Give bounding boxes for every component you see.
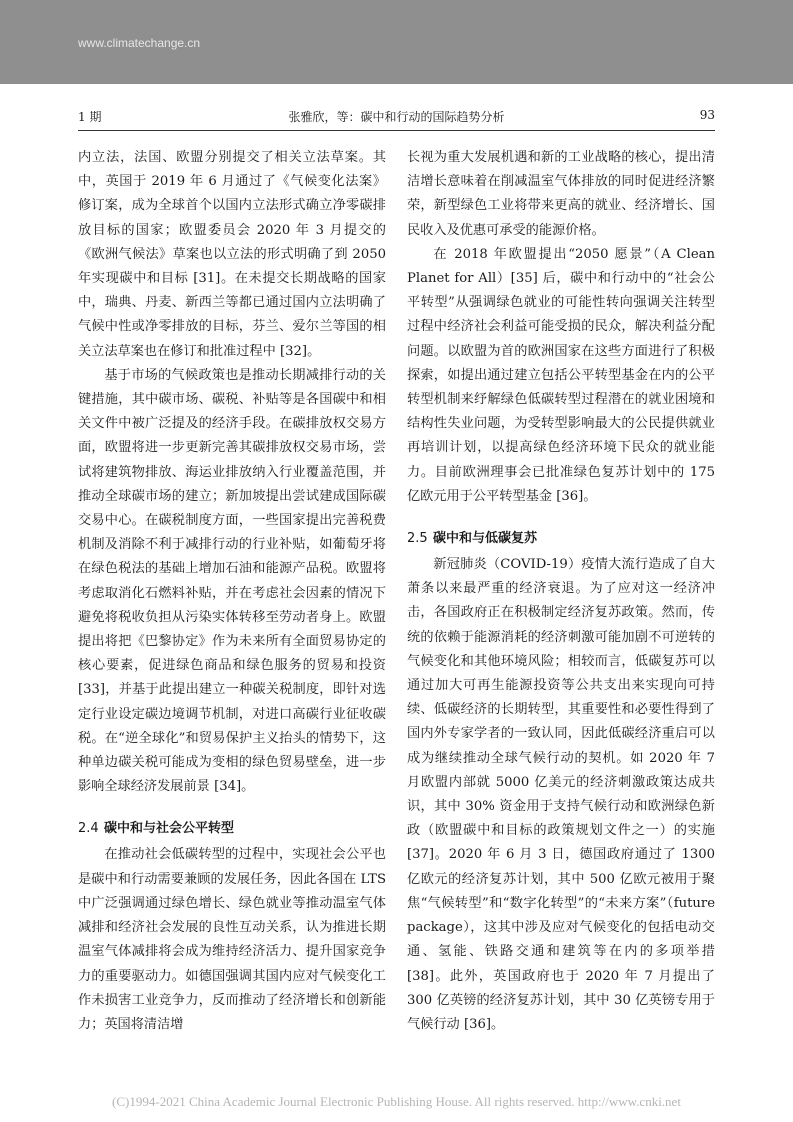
watermark-url: www.climatechange.cn: [78, 36, 201, 50]
issue-number: 1 期: [78, 110, 102, 124]
header-rule: [78, 130, 715, 131]
section-heading: [78, 817, 386, 841]
running-title: 张雅欣，等：碳中和行动的国际趋势分析: [288, 110, 505, 124]
copyright-footer: (C)1994-2021 China Academic Journal Electronic Publishing House. All rights reserved. http://www.cnki.net: [112, 1094, 681, 1109]
section-heading: [407, 527, 715, 551]
paragraph: 在推动社会低碳转型的过程中，实现社会公平也是碳中和行动需要兼顾的发展任务，因此各国在 LTS 中广泛强调通过绿色增长、绿色就业等推动温室气体减排和经济社会发展的良性互动关系，认为推进长期温室气体减排将会成为维持经济活力、提升国家竞争力的重要驱动力。如德国强调其国内应对气候变化工作未损害工业竞争力，反而推动了经济增长和创新能力；英国将清洁增: [78, 847, 386, 1032]
section-number: 2.5: [407, 531, 428, 547]
paragraph: 内立法，法国、欧盟分别提交了相关立法草案。其中，英国于 2019 年 6 月通过了《气候变化法案》修订案，成为全球首个以国内立法形式确立净零碳排放目标的国家；欧盟委员会 2020 年 3 月提交的《欧洲气候法》草案也以立法的形式明确了到 2050 年实现碳中和目标 [31]。在未提交长期战略的国家中，瑞典、丹麦、新西兰等都已通过国内立法明确了气候中性或净零排放的目标，芬兰、爱尔兰等国的相关立法草案也在修订和批准过程中 [32]。: [78, 150, 386, 359]
right-column: [407, 146, 715, 1037]
section-number: 2.4: [78, 821, 99, 837]
paragraph: 基于市场的气候政策也是推动长期减排行动的关键措施，其中碳市场、碳税、补贴等是各国碳中和相关文件中被广泛提及的经济手段。在碳排放权交易方面，欧盟将进一步更新完善其碳排放权交易市场，尝试将建筑物排放、海运业排放纳入行业覆盖范围，并推动全球碳市场的建立；新加坡提出尝试建成国际碳交易中心。在碳税制度方面，一些国家提出完善税费机制及消除不利于减排行动的行业补贴，如葡萄牙将在绿色税法的基础上增加石油和能源产品税。欧盟将考虑取消化石燃料补贴，并在考虑社会因素的情况下避免将税收负担从污染实体转移至劳动者身上。欧盟提出将把《巴黎协定》作为未来所有全面贸易协定的核心要素，促进绿色商品和绿色服务的贸易和投资 [33]，并基于此提出建立一种碳关税制度，即针对选定行业设定碳边境调节机制，对进口高碳行业征收碳税。在“逆全球化”和贸易保护主义抬头的情势下，这种单边碳关税可能成为变相的绿色贸易壁垒，进一步影响全球经济发展前景 [34]。: [78, 367, 386, 795]
running-header: [78, 108, 715, 128]
left-column: [78, 146, 386, 1037]
watermark-banner: [0, 0, 793, 84]
paragraph: 新冠肺炎（COVID-19）疫情大流行造成了自大萧条以来最严重的经济衰退。为了应对这一经济冲击，各国政府正在积极制定经济复苏政策。然而，传统的依赖于能源消耗的经济刺激可能加剧不可逆转的气候变化和其他环境风险；相较而言，低碳复苏可以通过加大可再生能源投资等公共支出来实现向可持续、低碳经济的长期转型，其重要性和必要性得到了国内外专家学者的一致认同，因此低碳经济重启可以成为继续推动全球气候行动的契机。如 2020 年 7 月欧盟内部就 5000 亿美元的经济刺激政策达成共识，其中 30% 资金用于支持气候行动和欧洲绿色新政（欧盟碳中和目标的政策规划文件之一）的实施 [37]。2020 年 6 月 3 日，德国政府通过了 1300 亿欧元的经济复苏计划，其中 500 亿欧元被用于聚焦“气候转型”和“数字化转型”的“未来方案”（future package），这其中涉及应对气候变化的包括电动交通、氢能、铁路交通和建筑等在内的多项举措 [38]。此外，英国政府也于 2020 年 7 月提出了 300 亿英镑的经济复苏计划，其中 30 亿英镑专用于气候行动 [36]。: [407, 557, 715, 1032]
section-title: 碳中和与社会公平转型: [104, 821, 235, 837]
paragraph: 长视为重大发展机遇和新的工业战略的核心，提出清洁增长意味着在削减温室气体排放的同时促进经济繁荣，新型绿色工业将带来更高的就业、经济增长、国民收入及优惠可承受的能源价格。: [407, 150, 715, 238]
page-number: 93: [699, 108, 715, 122]
paragraph: 在 2018 年欧盟提出“2050 愿景”（A Clean Planet for All）[35] 后，碳中和行动中的“社会公平转型”从强调绿色就业的可能性转向强调关注转型过程中经济社会利益可能受损的民众，解决利益分配问题。以欧盟为首的欧洲国家在这些方面进行了积极探索，如提出通过建立包括公平转型基金在内的公平转型机制来纾解绿色低碳转型过程潜在的就业困境和结构性失业问题，为受转型影响最大的公民提供就业再培训计划，以提高绿色经济环境下民众的就业能力。目前欧洲理事会已批准绿色复苏计划中的 175 亿欧元用于公平转型基金 [36]。: [407, 246, 715, 504]
section-title: 碳中和与低碳复苏: [433, 531, 538, 547]
